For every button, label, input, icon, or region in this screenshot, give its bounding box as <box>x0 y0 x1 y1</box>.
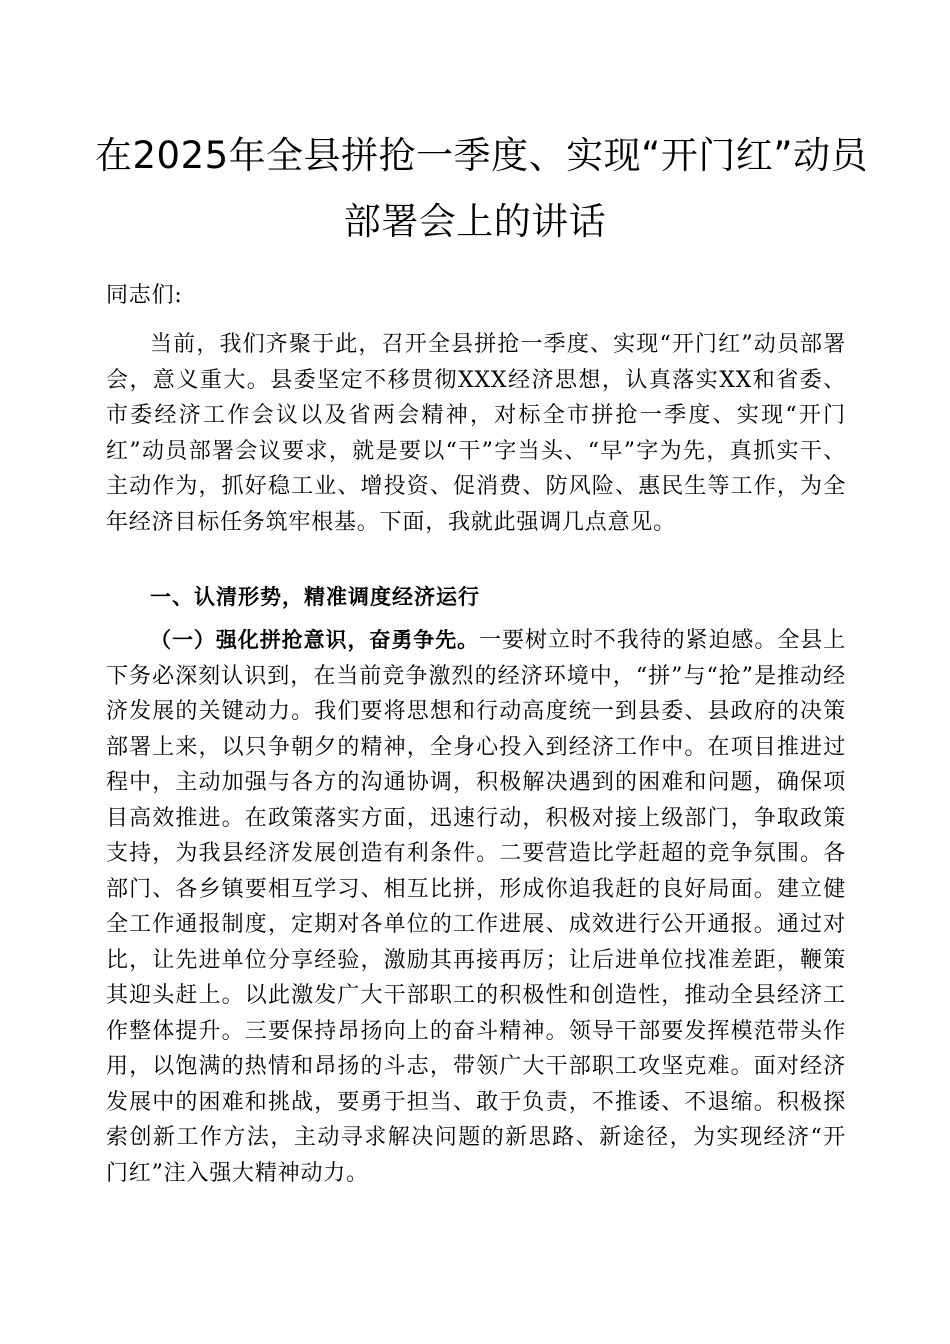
document-title-line-1: 在2025年全县拼抢一季度、实现“开门红”动员 <box>95 134 868 177</box>
subsection-paragraph <box>106 623 846 1191</box>
subsection-body: 一要树立时不我待的紧迫感。全县上下务必深刻认识到，在当前竞争激烈的经济环境中，“拼”与“抢”是推动经济发展的关键动力。我们要将思想和行动高度统一到县委、县政府的决策部署上来，以只争朝夕的精神，全身心投入到经济工作中。在项目推进过程中，主动加强与各方的沟通协调，积极解决遇到的困难和问题，确保项目高效推进。在政策落实方面，迅速行动，积极对接上级部门，争取政策支持，为我县经济发展创造有利条件。二要营造比学赶超的竞争氛围。各部门、各乡镇要相互学习、相互比拼，形成你追我赶的良好局面。建立健全工作通报制度，定期对各单位的工作进展、成效进行公开通报。通过对比，让先进单位分享经验，激励其再接再厉；让后进单位找准差距，鞭策其迎头赶上。以此激发广大干部职工的积极性和创造性，推动全县经济工作整体提升。三要保持昂扬向上的奋斗精神。领导干部要发挥模范带头作用，以饱满的热情和昂扬的斗志，带领广大干部职工攻坚克难。面对经济发展中的困难和挑战，要勇于担当、敢于负责，不推诿、不退缩。积极探索创新工作方法，主动寻求解决问题的新思路、新途径，为实现经济“开门红”注入强大精神动力。 <box>106 628 846 1186</box>
salutation: 同志们: <box>106 283 183 308</box>
section-heading: 一、认清形势，精准调度经济运行 <box>150 585 480 609</box>
document-title-line-2: 部署会上的讲话 <box>343 200 607 243</box>
intro-paragraph: 当前，我们齐聚于此，召开全县拼抢一季度、实现“开门红”动员部署会，意义重大。县委坚定不移贯彻XXX经济思想，认真落实XX和省委、市委经济工作会议以及省两会精神，对标全市拼抢一季度、实现“开门红”动员部署会议要求，就是要以“干”字当头、“早”字为先，真抓实干、主动作为，抓好稳工业、增投资、促消费、防风险、惠民生等工作，为全年经济目标任务筑牢根基。下面，我就此强调几点意见。 <box>106 332 846 535</box>
subsection-lead: （一）强化拼抢意识，奋勇争先。 <box>150 628 480 652</box>
